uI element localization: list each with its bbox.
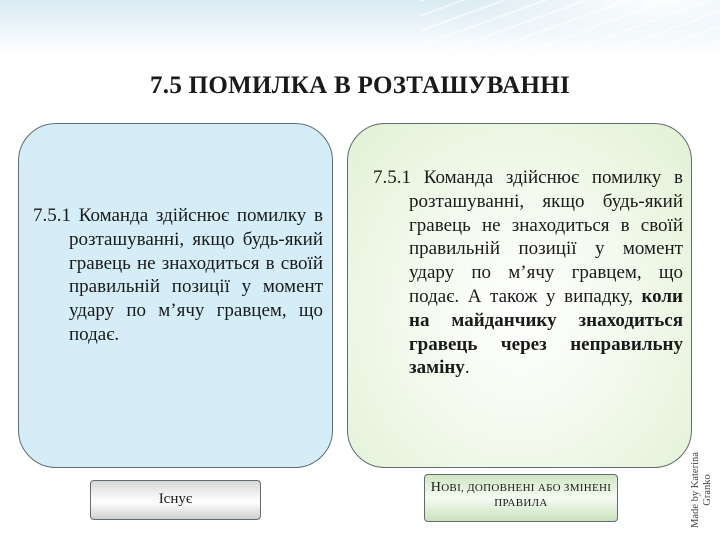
existing-rule-label: Існує: [90, 480, 261, 520]
new-rule-label: [424, 474, 618, 522]
new-rule-text-block: [373, 166, 683, 380]
new-rule-text: [373, 166, 683, 380]
new-rule-panel: [347, 123, 692, 468]
new-rule-text-bold: коли на майданчику знаходиться гравець через неправильну заміну: [409, 285, 683, 379]
new-rule-text-end: .: [464, 357, 470, 379]
existing-rule-text: 7.5.1 Команда здійснює помилку в розташуванні, якщо будь-який гравець не знаходиться в своїй правильній позиції у момент удару по м’ячу гравцем, що подає.: [33, 205, 323, 345]
author-credit-text: Made by Katerina Granko: [690, 452, 713, 528]
new-rule-text-regular: 7.5.1 Команда здійснює помилку в розташуванні, якщо будь-який гравець не знаходиться в своїй правильній позиції у момент удару по м’ячу гравцем, що подає. А також у випадку,: [373, 167, 683, 307]
existing-rule-panel: [18, 123, 333, 468]
author-credit: [690, 440, 720, 540]
slide-title: 7.5 ПОМИЛКА В РОЗТАШУВАННІ: [149, 72, 571, 99]
new-rule-label-rest: ОВІ, ДОПОВНЕНІ АБО ЗМІНЕНІ ПРАВИЛА: [441, 482, 612, 509]
new-rule-label-first-letter: Н: [430, 480, 442, 495]
existing-rule-text-block: [33, 204, 323, 347]
header-decoration-band: [0, 0, 720, 56]
